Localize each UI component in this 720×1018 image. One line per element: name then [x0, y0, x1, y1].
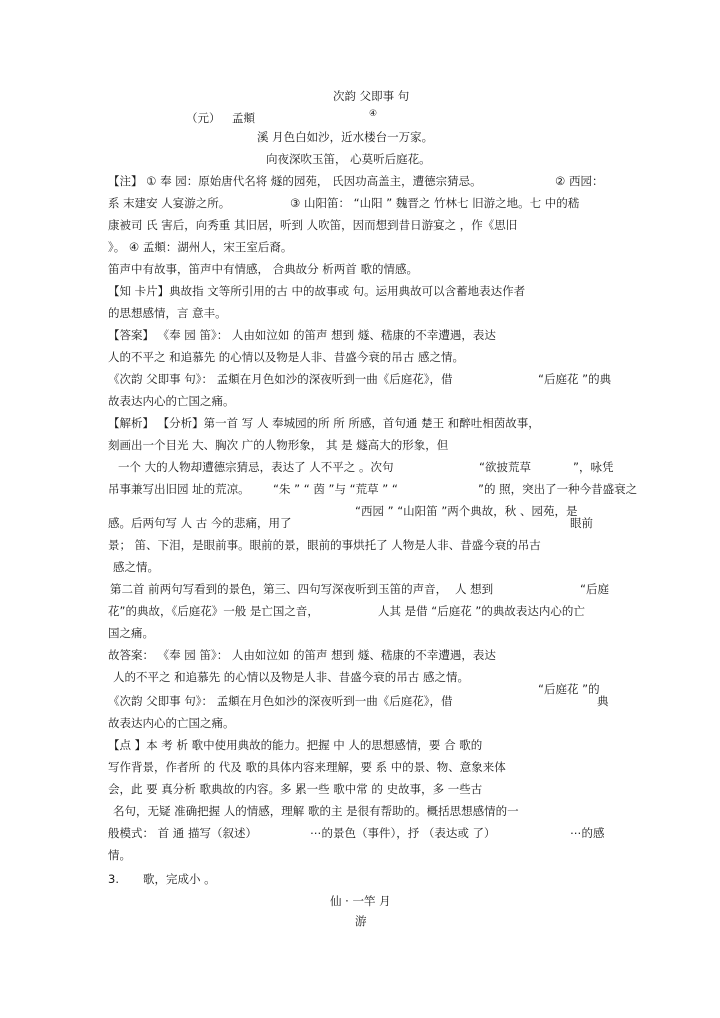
analysis-line-10a: 花”的典故，《后庭花》一般 是亡国之音，: [108, 604, 319, 618]
poem-title: 次韵 父即事 句: [333, 89, 410, 103]
analysis-line-11: 国之痛。: [108, 626, 154, 640]
analysis-line-3a: 一个 大的人物却遭德宗猜忌，表达了 人不平之 。次句: [118, 460, 394, 474]
analysis-line-9a: 第二首 前两句写看到的景色，第三、四句写深夜听到玉笛的声音，: [110, 582, 448, 596]
points-line-5b: ⋯的景色（事件），抒 （表达或 了）: [310, 826, 496, 840]
analysis-line-8: 感之情。: [113, 560, 159, 574]
next-question-number: 3.: [108, 872, 119, 886]
analysis-line-6a: 感。后两句写 人 古 今的悲痛，用了: [108, 516, 292, 530]
author-dynasty: （元）: [186, 111, 221, 125]
analysis-line-4b: “朱 ” “ 茵 ”与 “荒草 ” “: [273, 482, 398, 496]
next-poem-subtitle: 游: [355, 914, 367, 928]
analysis-line-6b: 眼前: [570, 516, 593, 530]
analysis-line-10b: 人其 是借 “后庭花 ”的典故表达内心的亡: [378, 604, 585, 618]
points-line-4: 名句，无疑 准确把握 人的情感，理解 歌的主 是很有帮助的。概括思想感情的一: [113, 804, 519, 818]
points-line-1: 【点 】本 考 析 歌中使用典故的能力。把握 中 人的思想感情，要 合 歌的: [108, 738, 483, 752]
final-line-1: 故答案： 《奉 园 笛》： 人由如泣如 的笛声 想到 燧、嵇康的不幸遭遇，表达: [108, 648, 496, 662]
answer-line-3b: “后庭花 ”的典: [538, 372, 612, 386]
notes-line-2a: 系 末建安 人宴游之所。: [108, 196, 231, 210]
answer-line-2: 人的不平之 和追慕先 的心情以及物是人非、昔盛今衰的吊古 感之情。: [108, 350, 464, 364]
analysis-line-5: “西园 ” “山阳笛 ”两个典故，秋 、园苑，是: [355, 504, 578, 518]
card-line-1: 【知 卡片】典故指 文等所引用的古 中的故事或 句。运用典故可以含蓄地表达作者: [108, 284, 526, 298]
answer-line-3a: 《次韵 父即事 句》： 孟頫在月色如沙的深夜听到一曲《后庭花》，借: [108, 372, 453, 386]
card-line-2: 的思想感情，言 意丰。: [108, 306, 227, 320]
points-line-5a: 般模式： 首 通 描写（叙述）: [108, 826, 257, 840]
final-line-4b: 典: [597, 694, 609, 708]
analysis-line-3c: ”，咏凭: [573, 460, 614, 474]
points-line-5c: ⋯的感: [570, 826, 605, 840]
analysis-line-4a: 吊事兼写出旧园 址的荒凉。: [108, 482, 250, 496]
analysis-line-1: 【解析】 【分析】第一首 写 人 奉城园的所 所 所感，首句通 楚王 和醉吐相茵故事，: [108, 416, 540, 430]
notes-line-3: 康被司 氏 害后，向秀重 其旧居，听到 人吹笛，因而想到昔日游宴之 ，作《思旧: [108, 218, 518, 232]
answer-line-1: 【答案】 《奉 园 笛》： 人由如泣如 的笛声 想到 燧、嵇康的不幸遭遇，表达: [108, 328, 496, 342]
answer-line-4: 故表达内心的亡国之痛。: [108, 394, 235, 408]
question-text: 笛声中有故事，笛声中有情感， 合典故分 析两首 歌的情感。: [108, 262, 418, 276]
points-line-2: 写作背景，作者所 的 代及 歌的具体内容来理解，要 系 中的景、物、意象来体: [108, 760, 506, 774]
points-line-6: 情。: [108, 848, 131, 862]
analysis-line-7: 景； 笛、下泪，是眼前事。眼前的景，眼前的事烘托了 人物是人非、昔盛今衰的吊古: [108, 538, 541, 552]
analysis-line-9b: 人 想到: [455, 582, 494, 596]
poem-line-1: 溪 月色白如沙，近水楼台一万家。: [257, 130, 434, 144]
author-name: 孟頫: [232, 111, 255, 125]
points-line-3: 会，此 要 真分析 歌典故的内容。多 累一些 歌中常 的 史故事，多 一些古: [108, 782, 483, 796]
next-question-text: 歌，完成小 。: [143, 872, 216, 886]
footnote-mark: ④: [369, 109, 378, 119]
notes-line-1: 【注】 ① 奉 园：原始唐代名将 燧的园苑， 氏因功高盖主，遭德宗猜忌。: [108, 174, 482, 188]
final-line-4a: 《次韵 父即事 句》： 孟頫在月色如沙的深夜听到一曲《后庭花》，借: [108, 694, 453, 708]
final-line-2: 人的不平之 和追慕先 的心情以及物是人非、昔盛今衰的吊古 感之情。: [113, 670, 469, 684]
next-poem-title: 仙 · 一竿 月: [330, 894, 391, 908]
notes-line-4: 》。 ④ 孟頫：湖州人，宋王室后裔。: [108, 240, 293, 254]
notes-line-2b: ③ 山阳笛： “山阳 ” 魏晋之 竹林七 旧游之地。七 中的嵇: [290, 196, 580, 210]
analysis-line-9c: “后庭: [580, 582, 609, 596]
poem-line-2: 向夜深吹玉笛， 心莫听后庭花。: [266, 152, 431, 166]
analysis-line-4c: ”的 照，突出了一种今昔盛衰之: [478, 482, 638, 496]
final-line-3-tail: “后庭花 ”的: [538, 682, 600, 696]
analysis-line-3b: “欲披荒草: [479, 460, 531, 474]
notes-line-1-tail: ② 西园：: [555, 174, 604, 188]
analysis-line-2: 刻画出一个目光 大、胸次 广的人物形象， 其 是 燧高大的形象，但: [108, 438, 449, 452]
final-line-5: 故表达内心的亡国之痛。: [108, 716, 235, 730]
